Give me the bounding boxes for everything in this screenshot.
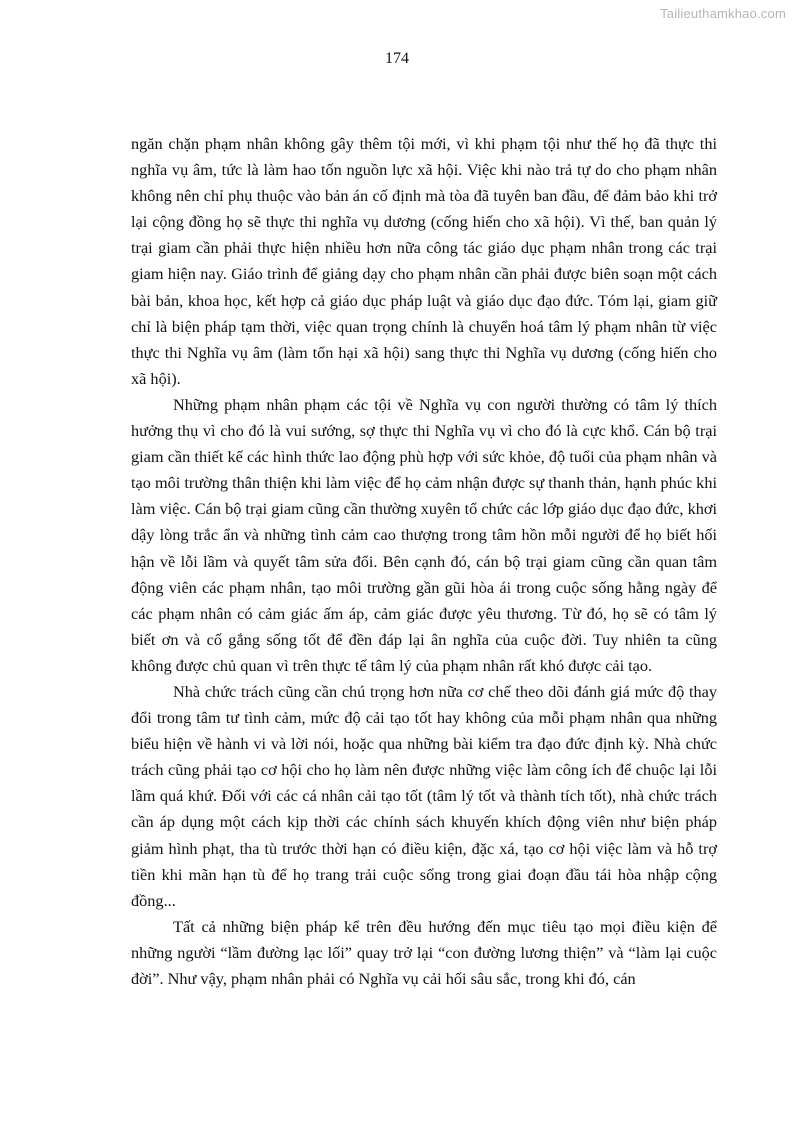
paragraph-1: ngăn chặn phạm nhân không gây thêm tội mới, vì khi phạm tội như thế họ đã thực thi nghĩa vụ âm, tức là làm hao tốn nguồn lực xã hội. Việc khi nào trả tự do cho phạm nhân không nên chỉ phụ thuộc vào bản án cố định mà tòa đã tuyên ban đầu, để đảm bảo khi trở lại cộng đồng họ sẽ thực thi nghĩa vụ dương (cống hiến cho xã hội). Vì thế, ban quản lý trại giam cần phải thực hiện nhiều hơn nữa công tác giáo dục phạm nhân trong các trại giam hiện nay. Giáo trình để giảng dạy cho phạm nhân cần phải được biên soạn một cách bài bản, khoa học, kết hợp cả giáo dục pháp luật và giáo dục đạo đức. Tóm lại, giam giữ chỉ là biện pháp tạm thời, việc quan trọng chính là chuyển hoá tâm lý phạm nhân từ việc thực thi Nghĩa vụ âm (làm tổn hại xã hội) sang thực thi Nghĩa vụ dương (cống hiến cho xã hội). bbox=[131, 134, 717, 388]
paragraph-3: Nhà chức trách cũng cần chú trọng hơn nữa cơ chế theo dõi đánh giá mức độ thay đổi trong tâm tư tình cảm, mức độ cải tạo tốt hay không của mỗi phạm nhân qua những biểu hiện về hành vi và lời nói, hoặc qua những bài kiểm tra đạo đức định kỳ. Nhà chức trách cũng phải tạo cơ hội cho họ làm nên được những việc làm công ích để chuộc lại lỗi lầm quá khứ. Đối với các cá nhân cải tạo tốt (tâm lý tốt và thành tích tốt), nhà chức trách cần áp dụng một cách kịp thời các chính sách khuyến khích động viên như biện pháp giảm hình phạt, tha tù trước thời hạn có điều kiện, đặc xá, tạo cơ hội việc làm và hỗ trợ tiền khi mãn hạn tù để họ trang trải cuộc sống trong giai đoạn đầu tái hòa nhập cộng đồng... bbox=[131, 681, 717, 910]
page-number: 174 bbox=[385, 50, 409, 67]
paragraph-4: Tất cả những biện pháp kể trên đều hướng đến mục tiêu tạo mọi điều kiện để những người “lầm đường lạc lối” quay trở lại “con đường lương thiện” và “làm lại cuộc đời”. Như vậy, phạm nhân phải có Nghĩa vụ cải hối sâu sắc, trong khi đó, cán bbox=[131, 916, 717, 988]
paragraph-2: Những phạm nhân phạm các tội về Nghĩa vụ con người thường có tâm lý thích hưởng thụ vì cho đó là vui sướng, sợ thực thi Nghĩa vụ vì cho đó là cực khổ. Cán bộ trại giam cần thiết kế các hình thức lao động phù hợp với sức khỏe, độ tuổi của phạm nhân và tạo môi trường thân thiện khi làm việc để họ cảm nhận được sự thanh thản, hạnh phúc khi làm việc. Cán bộ trại giam cũng cần thường xuyên tổ chức các lớp giáo dục đạo đức, khơi dậy lòng trắc ẩn và những tình cảm cao thượng trong tâm hồn mỗi người để họ biết hối hận về lỗi lầm và quyết tâm sửa đổi. Bên cạnh đó, cán bộ trại giam cũng cần quan tâm động viên các phạm nhân, tạo môi trường gần gũi hòa ái trong cuộc sống hằng ngày để các phạm nhân có cảm giác ấm áp, cảm giác được yêu thương. Từ đó, họ sẽ có tâm lý biết ơn và cố gắng sống tốt để đền đáp lại ân nghĩa của cuộc đời. Tuy nhiên ta cũng không được chủ quan vì trên thực tế tâm lý của phạm nhân rất khó được cải tạo. bbox=[131, 394, 717, 675]
document-body bbox=[131, 131, 717, 992]
watermark-text: Tailieuthamkhao.com bbox=[660, 6, 786, 21]
